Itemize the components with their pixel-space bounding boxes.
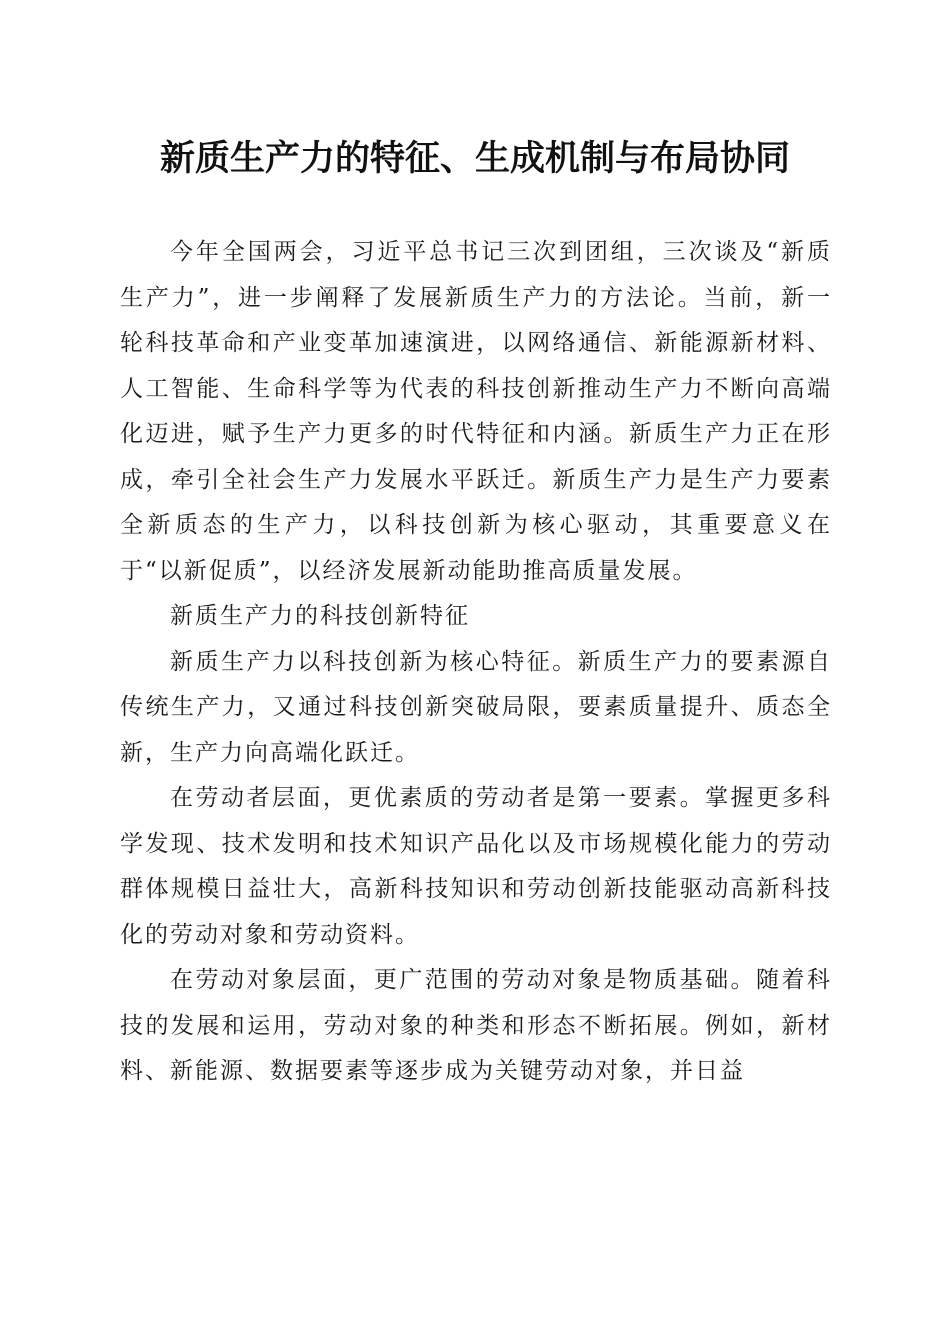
paragraph-core-feature: 新质生产力以科技创新为核心特征。新质生产力的要素源自传统生产力，又通过科技创新突破局限，要素质量提升、质态全新，生产力向高端化跃迁。 [120,648,832,766]
paragraph-labor: 在劳动者层面，更优素质的劳动者是第一要素。掌握更多科学发现、技术发明和技术知识产品化以及市场规模化能力的劳动群体规模日益壮大，高新科技知识和劳动创新技能驱动高新科技化的劳动对象和劳动资料。 [120,785,832,948]
paragraph-intro: 今年全国两会，习近平总书记三次到团组，三次谈及“新质生产力”，进一步阐释了发展新质生产力的方法论。当前，新一轮科技革命和产业变革加速演进，以网络通信、新能源新材料、人工智能、生命科学等为代表的科技创新推动生产力不断向高端化迈进，赋予生产力更多的时代特征和内涵。新质生产力正在形成，牵引全社会生产力发展水平跃迁。新质生产力是生产力要素全新质态的生产力，以科技创新为核心驱动，其重要意义在于“以新促质”，以经济发展新动能助推高质量发展。 [120,239,832,584]
paragraph-labor-object: 在劳动对象层面，更广范围的劳动对象是物质基础。随着科技的发展和运用，劳动对象的种类和形态不断拓展。例如，新材料、新能源、数据要素等逐步成为关键劳动对象，并日益 [120,967,832,1084]
document-title: 新质生产力的特征、生成机制与布局协同 [159,138,790,179]
section-heading: 新质生产力的科技创新特征 [170,603,470,629]
document-body [120,230,832,1095]
